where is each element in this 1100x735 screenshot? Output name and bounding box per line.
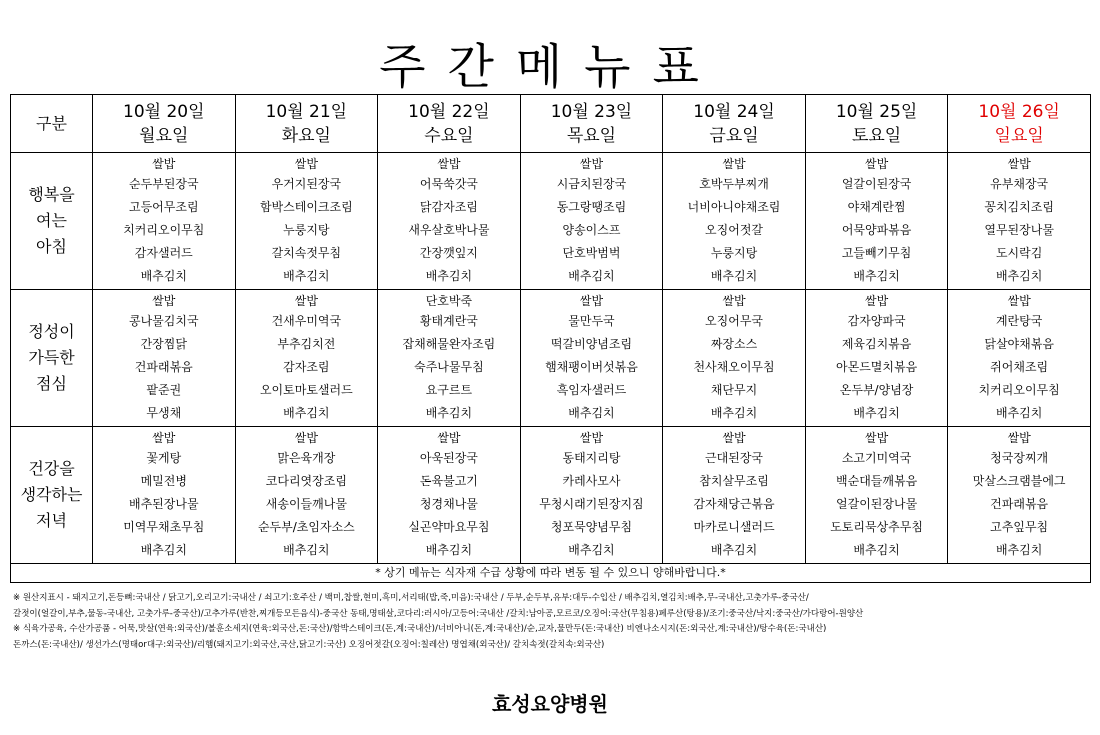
menu-item: 유부채장국 bbox=[990, 176, 1049, 191]
day-date: 10월 25일 bbox=[835, 101, 918, 122]
menu-item: 쌀밥 bbox=[152, 156, 176, 171]
menu-item: 배추김치 bbox=[853, 268, 900, 283]
menu-item: 잡채해물완자조림 bbox=[402, 336, 496, 351]
menu-item: 제육김치볶음 bbox=[841, 336, 912, 351]
menu-item: 순두부/초임자소스 bbox=[257, 519, 355, 534]
menu-item: 야채계란찜 bbox=[847, 199, 906, 214]
day-date: 10월 26일 bbox=[978, 101, 1060, 122]
menu-item: 배추김치 bbox=[283, 268, 330, 283]
menu-item: 배추김치 bbox=[995, 405, 1043, 420]
menu-item: 무생채 bbox=[146, 405, 182, 420]
menu-item: 쌀밥 bbox=[722, 156, 746, 171]
menu-item: 아욱된장국 bbox=[419, 450, 478, 465]
meal-label-line: 건강을 bbox=[28, 459, 75, 478]
day-weekday: 토요일 bbox=[851, 125, 902, 146]
meal-cell bbox=[378, 290, 521, 427]
meal-label-line: 저녁 bbox=[36, 511, 67, 530]
menu-item: 청국장찌개 bbox=[990, 450, 1049, 465]
page-title: 주간메뉴표 bbox=[379, 39, 721, 95]
day-weekday: 금요일 bbox=[709, 125, 759, 146]
menu-item: 쌀밥 bbox=[579, 156, 604, 171]
meal-row bbox=[11, 290, 1091, 427]
meal-cell bbox=[805, 153, 948, 290]
meal-cell bbox=[93, 290, 236, 427]
menu-item: 꽁치김치조림 bbox=[984, 199, 1054, 214]
day-header-row bbox=[11, 95, 1091, 153]
meal-label-line: 행복을 bbox=[28, 185, 75, 204]
day-header bbox=[378, 95, 521, 153]
menu-item: 새우살호박나물 bbox=[408, 222, 490, 237]
menu-item: 배추김치 bbox=[568, 542, 615, 557]
menu-item: 팥준권 bbox=[146, 382, 182, 397]
day-date: 10월 23일 bbox=[550, 101, 633, 122]
menu-item: 실곤약마요무침 bbox=[408, 519, 490, 534]
menu-item: 배추김치 bbox=[995, 268, 1043, 283]
menu-item: 쌀밥 bbox=[437, 430, 461, 445]
menu-item: 오징어무국 bbox=[705, 313, 764, 328]
menu-item: 고등어무조림 bbox=[129, 199, 199, 214]
menu-item: 닭감자조림 bbox=[419, 199, 478, 214]
day-header bbox=[948, 95, 1091, 153]
meal-cell bbox=[520, 427, 663, 564]
day-header bbox=[93, 95, 236, 153]
menu-item: 배추김치 bbox=[853, 542, 900, 557]
menu-item: 천사채오이무침 bbox=[693, 359, 775, 374]
meal-label-line: 정성이 bbox=[28, 322, 75, 341]
menu-item: 맛살스크램블에그 bbox=[972, 473, 1066, 488]
menu-item: 동그랑땡조림 bbox=[556, 199, 627, 214]
day-weekday: 월요일 bbox=[139, 125, 189, 146]
menu-item: 메밀전병 bbox=[140, 473, 187, 488]
meal-cell bbox=[235, 290, 378, 427]
notice-row bbox=[11, 564, 1091, 583]
meal-cell bbox=[948, 427, 1091, 564]
menu-item: 돈육불고기 bbox=[419, 473, 478, 488]
meal-cell bbox=[378, 427, 521, 564]
meal-label-line: 아침 bbox=[36, 237, 67, 256]
menu-item: 쌀밥 bbox=[294, 430, 318, 445]
menu-item: 쌀밥 bbox=[579, 430, 604, 445]
menu-item: 쌀밥 bbox=[722, 430, 746, 445]
menu-item: 간장깻잎지 bbox=[419, 245, 478, 260]
meal-label bbox=[11, 290, 93, 427]
menu-item: 간장찜닭 bbox=[140, 336, 187, 351]
day-weekday: 목요일 bbox=[566, 125, 617, 146]
menu-item: 무청시래기된장지짐 bbox=[539, 496, 644, 511]
menu-item: 요구르트 bbox=[425, 382, 473, 397]
menu-item: 황태계란국 bbox=[419, 313, 478, 328]
menu-item: 양송이스프 bbox=[562, 222, 621, 237]
meal-label-line: 생각하는 bbox=[20, 485, 83, 504]
meal-cell bbox=[663, 290, 806, 427]
meal-cell bbox=[663, 427, 806, 564]
day-header bbox=[663, 95, 806, 153]
menu-item: 우거지된장국 bbox=[271, 176, 342, 191]
menu-item: 건새우미역국 bbox=[271, 313, 342, 328]
menu-item: 치커리오이무침 bbox=[123, 222, 205, 237]
menu-item: 쌀밥 bbox=[865, 156, 889, 171]
day-weekday: 일요일 bbox=[994, 125, 1044, 146]
menu-item: 갈치속젓무침 bbox=[271, 245, 342, 260]
menu-item: 감자채당근볶음 bbox=[693, 496, 775, 511]
menu-item: 동태지리탕 bbox=[562, 450, 621, 465]
menu-item: 단호박범벅 bbox=[562, 245, 621, 260]
menu-item: 감자샐러드 bbox=[134, 245, 193, 260]
menu-item: 숙주나물무침 bbox=[414, 359, 484, 374]
menu-item: 쥐어채조림 bbox=[990, 359, 1049, 374]
menu-item: 백순대들깨볶음 bbox=[836, 473, 918, 488]
menu-item: 어묵쑥갓국 bbox=[419, 176, 478, 191]
menu-item: 쌀밥 bbox=[152, 293, 176, 308]
meal-cell bbox=[235, 427, 378, 564]
header-gubun: 구분 bbox=[11, 95, 93, 153]
menu-item: 미역무채초무침 bbox=[123, 519, 205, 534]
menu-item: 함박스테이크조림 bbox=[259, 199, 353, 214]
menu-item: 온두부/양념장 bbox=[839, 382, 914, 397]
menu-item: 배추김치 bbox=[710, 542, 758, 557]
menu-item: 짜장소스 bbox=[710, 336, 758, 351]
menu-item: 햄채팽이버섯볶음 bbox=[545, 359, 638, 374]
meal-row bbox=[11, 153, 1091, 290]
menu-item: 감자조림 bbox=[283, 359, 330, 374]
menu-item: 단호박죽 bbox=[425, 293, 473, 308]
menu-item: 배추김치 bbox=[710, 268, 758, 283]
day-date: 10월 22일 bbox=[408, 101, 490, 122]
menu-item: 감자양파국 bbox=[847, 313, 906, 328]
menu-item: 배추김치 bbox=[140, 268, 187, 283]
footnote-line: 돈까스(돈:국내산)/ 생선가스(명태or대구:외국산)/리햄(돼지고기:외국산,국산,닭고기:국산) 오징어젓갈(오징어:칠레산) 명엽채(외국산)/ 갈치속젓(갈치속:외국산) bbox=[13, 639, 605, 650]
menu-item: 오징어젓갈 bbox=[705, 222, 764, 237]
weekly-menu-table bbox=[10, 94, 1091, 583]
day-date: 10월 21일 bbox=[265, 101, 348, 122]
menu-item: 쌀밥 bbox=[865, 430, 889, 445]
menu-item: 쌀밥 bbox=[437, 156, 461, 171]
footnote-line: ※ 식육가공육, 수산가공품 - 어묵,맛살(연육:외국산)/볼훈소세지(연육:외국산,돈:국산)/함박스테이크(돈,계:국내산)/너비아니(돈,계:국내산)/순,교자,물만두(돈:국내산) 비엔나소시지(돈:외국산,계:국내산)/탕수육(돈:국내산) bbox=[13, 624, 827, 634]
menu-item: 너비아니야채조림 bbox=[687, 199, 781, 214]
menu-item: 쌀밥 bbox=[722, 293, 746, 308]
menu-item: 호박두부찌개 bbox=[699, 176, 769, 191]
meal-cell bbox=[93, 153, 236, 290]
meal-label-line: 여는 bbox=[36, 211, 67, 230]
menu-item: 채단무지 bbox=[710, 382, 758, 397]
menu-item: 배추김치 bbox=[283, 405, 330, 420]
menu-item: 배추김치 bbox=[425, 268, 473, 283]
menu-item: 도토리묵상추무침 bbox=[830, 519, 923, 534]
menu-item: 얼갈이된장나물 bbox=[836, 496, 918, 511]
menu-item: 떡갈비양념조림 bbox=[550, 336, 633, 351]
day-date: 10월 20일 bbox=[123, 101, 205, 122]
hospital-name: 효성요양병원 bbox=[492, 692, 608, 716]
menu-item: 청경채나물 bbox=[419, 496, 478, 511]
menu-item: 도시락김 bbox=[995, 245, 1043, 260]
menu-change-notice: * 상기 메뉴는 식자재 수급 상황에 따라 변동 될 수 있으니 양해바랍니다.* bbox=[11, 564, 1091, 583]
menu-item: 흑임자샐러드 bbox=[556, 382, 627, 397]
menu-item: 쌀밥 bbox=[1007, 293, 1031, 308]
meal-cell bbox=[805, 290, 948, 427]
menu-item: 쌀밥 bbox=[152, 430, 176, 445]
menu-item: 쌀밥 bbox=[579, 293, 604, 308]
menu-item: 참치살무조림 bbox=[699, 473, 769, 488]
menu-item: 쌀밥 bbox=[1007, 156, 1031, 171]
meal-label-line: 가득한 bbox=[28, 348, 75, 367]
meal-cell bbox=[948, 290, 1091, 427]
meal-cell bbox=[520, 290, 663, 427]
meal-label bbox=[11, 153, 93, 290]
day-weekday: 화요일 bbox=[281, 125, 331, 146]
menu-item: 쌀밥 bbox=[294, 156, 318, 171]
menu-item: 배추김치 bbox=[710, 405, 758, 420]
menu-item: 쌀밥 bbox=[294, 293, 318, 308]
meal-cell bbox=[378, 153, 521, 290]
day-header bbox=[235, 95, 378, 153]
meal-label bbox=[11, 427, 93, 564]
meal-cell bbox=[93, 427, 236, 564]
menu-item: 닭살야채볶음 bbox=[984, 336, 1054, 351]
menu-item: 배추김치 bbox=[140, 542, 187, 557]
meal-row bbox=[11, 427, 1091, 564]
menu-item: 누룽지탕 bbox=[283, 222, 330, 237]
menu-item: 근대된장국 bbox=[705, 450, 764, 465]
menu-item: 배추김치 bbox=[425, 405, 473, 420]
menu-item: 배추김치 bbox=[283, 542, 330, 557]
origin-footnotes bbox=[13, 591, 1093, 653]
menu-item: 마카로니샐러드 bbox=[693, 519, 775, 534]
menu-item: 쌀밥 bbox=[1007, 430, 1031, 445]
menu-item: 쌀밥 bbox=[865, 293, 889, 308]
menu-item: 건파래볶음 bbox=[990, 496, 1049, 511]
menu-item: 순두부된장국 bbox=[129, 176, 199, 191]
menu-item: 누룽지탕 bbox=[710, 245, 758, 260]
menu-item: 시금치된장국 bbox=[556, 176, 627, 191]
day-header bbox=[805, 95, 948, 153]
meal-cell bbox=[235, 153, 378, 290]
menu-item: 어묵양파볶음 bbox=[841, 222, 912, 237]
menu-item: 배추김치 bbox=[425, 542, 473, 557]
day-header bbox=[520, 95, 663, 153]
menu-item: 건파래볶음 bbox=[134, 359, 193, 374]
menu-item: 콩나물김치국 bbox=[129, 313, 199, 328]
menu-item: 고추잎무침 bbox=[990, 519, 1049, 534]
menu-item: 코다리엿장조림 bbox=[265, 473, 347, 488]
menu-item: 배추김치 bbox=[568, 268, 615, 283]
menu-item: 배추김치 bbox=[568, 405, 615, 420]
menu-item: 계란탕국 bbox=[995, 313, 1043, 328]
footnote-line: ※ 원산지표시 - 돼지고기,돈등뼈:국내산 / 닭고기,오리고기:국내산 / 쇠고기:호주산 / 백미,찹쌀,현미,흑미,서리태(밥,죽,미음):국내산 / 두부,순두부,유부:대두-수입산 / 배추김치,열김치:배추,무-국내산,고춧가루-중국산/ bbox=[13, 593, 809, 603]
meal-cell bbox=[805, 427, 948, 564]
menu-item: 부추김치전 bbox=[277, 336, 336, 351]
menu-item: 배추된장나물 bbox=[129, 496, 199, 511]
menu-item: 얼갈이된장국 bbox=[841, 176, 912, 191]
menu-item: 맑은육개장 bbox=[277, 450, 336, 465]
menu-item: 꽃게탕 bbox=[146, 450, 182, 465]
menu-item: 치커리오이무침 bbox=[978, 382, 1060, 397]
meal-cell bbox=[948, 153, 1091, 290]
menu-item: 소고기미역국 bbox=[841, 450, 912, 465]
day-date: 10월 24일 bbox=[693, 101, 775, 122]
day-weekday: 수요일 bbox=[424, 125, 474, 146]
meal-label-line: 점심 bbox=[36, 374, 67, 393]
menu-item: 배추김치 bbox=[995, 542, 1043, 557]
menu-item: 새송이들깨나물 bbox=[265, 496, 347, 511]
menu-item: 물만두국 bbox=[568, 313, 615, 328]
menu-item: 열무된장나물 bbox=[984, 222, 1054, 237]
meal-cell bbox=[520, 153, 663, 290]
menu-item: 배추김치 bbox=[853, 405, 900, 420]
meal-cell bbox=[663, 153, 806, 290]
menu-item: 아몬드멸치볶음 bbox=[836, 359, 918, 374]
menu-item: 청포묵양념무침 bbox=[550, 519, 633, 534]
footnote-line: 갈젓이(얼갈이,부추,물동-국내산, 고춧가루-중국산)/고추가루(반찬,찌개등모든음식)-중국산 동태,명태살,코다리:러시아/고등어:국내산 /갈치:남아공,모르코/오징어:국산(무침용)페루산(탕용)/조기:중국산/낙지:중국산/가다랑어-원양산 bbox=[13, 608, 864, 619]
menu-item: 고들빼기무침 bbox=[841, 245, 912, 260]
menu-item: 오이토마토샐러드 bbox=[259, 382, 353, 397]
menu-item: 카레사모사 bbox=[562, 473, 621, 488]
